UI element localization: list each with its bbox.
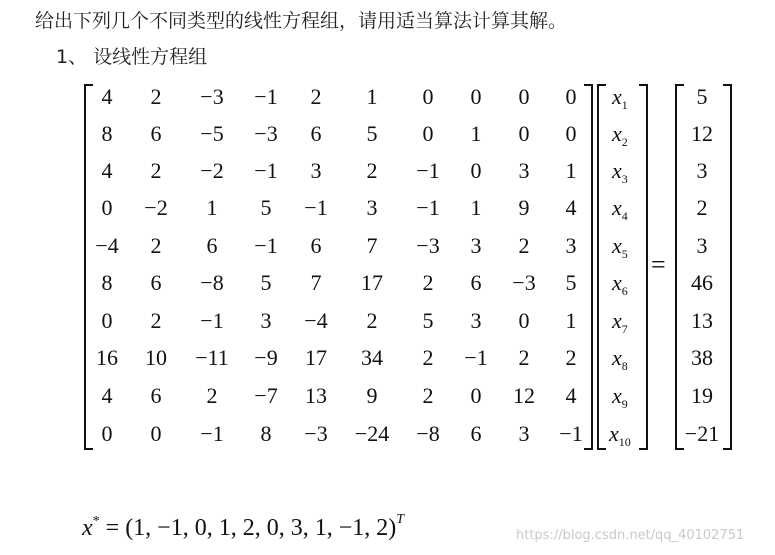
matrix-cell: −2 xyxy=(200,158,224,183)
rhs-value: 12 xyxy=(691,121,713,146)
solution-variable: x xyxy=(82,515,93,541)
matrix-cell: 0 xyxy=(470,383,482,408)
rhs-value: 38 xyxy=(691,345,713,370)
matrix-cell: 1 xyxy=(565,308,577,333)
matrix-cell: 6 xyxy=(150,270,162,295)
matrix-cell: 17 xyxy=(305,345,327,370)
matrix-cell: −1 xyxy=(416,158,440,183)
matrix-cell: −3 xyxy=(304,421,328,446)
matrix-cell: 0 xyxy=(470,158,482,183)
matrix-cell: 0 xyxy=(101,195,113,220)
matrix-cell: −11 xyxy=(195,345,229,370)
matrix-cell: 3 xyxy=(366,195,378,220)
unknown-subscript: 9 xyxy=(621,397,628,411)
matrix-cell: 3 xyxy=(518,158,530,183)
matrix-cell: −3 xyxy=(254,121,278,146)
unknown-subscript: 6 xyxy=(621,284,628,298)
matrix-cell: 0 xyxy=(565,121,577,146)
rhs-value: 13 xyxy=(691,308,713,333)
matrix-cell: 34 xyxy=(361,345,383,370)
matrix-cell: 9 xyxy=(366,383,378,408)
unknown-variable xyxy=(612,158,628,187)
matrix-cell: 3 xyxy=(470,233,482,258)
unknown-variable xyxy=(609,421,631,450)
matrix-cell: 2 xyxy=(150,233,162,258)
matrix-cell: 3 xyxy=(470,308,482,333)
matrix-cell: 2 xyxy=(422,270,434,295)
watermark: https://blog.csdn.net/qq_40102751 xyxy=(516,528,745,543)
matrix-cell: −1 xyxy=(254,84,278,109)
unknown-base: x xyxy=(612,195,622,220)
matrix-cell: 2 xyxy=(422,345,434,370)
matrix-cell: −1 xyxy=(200,308,224,333)
unknowns-left-bracket xyxy=(597,84,607,450)
matrix-cell: 6 xyxy=(470,270,482,295)
unknown-base: x xyxy=(612,121,622,146)
matrix-cell: 4 xyxy=(565,195,577,220)
rhs-value: 5 xyxy=(696,84,708,109)
rhs-value: 46 xyxy=(691,270,713,295)
matrix-cell: 1 xyxy=(470,121,482,146)
unknown-variable xyxy=(612,383,628,412)
rhs-value: 19 xyxy=(691,383,713,408)
matrix-cell: 0 xyxy=(470,84,482,109)
unknown-base: x xyxy=(612,270,622,295)
matrix-cell: −2 xyxy=(144,195,168,220)
matrix-cell: 13 xyxy=(305,383,327,408)
unknown-base: x xyxy=(612,383,622,408)
matrix-cell: 4 xyxy=(101,84,113,109)
matrix-cell: 0 xyxy=(518,84,530,109)
matrix-cell: −9 xyxy=(254,345,278,370)
matrix-cell: 6 xyxy=(150,121,162,146)
matrix-cell: 9 xyxy=(518,195,530,220)
matrix-cell: 5 xyxy=(422,308,434,333)
unknown-base: x xyxy=(612,345,622,370)
matrix-cell: −1 xyxy=(559,421,583,446)
matrix-cell: 4 xyxy=(101,158,113,183)
matrix-cell: 2 xyxy=(422,383,434,408)
matrix-cell: 8 xyxy=(260,421,272,446)
matrix-cell: 0 xyxy=(422,121,434,146)
matrix-cell: 12 xyxy=(513,383,535,408)
unknown-subscript: 10 xyxy=(618,435,631,449)
matrix-cell: 6 xyxy=(310,121,322,146)
matrix-cell: 7 xyxy=(310,270,322,295)
matrix-cell: 2 xyxy=(150,158,162,183)
matrix-cell: −1 xyxy=(464,345,488,370)
matrix-cell: −1 xyxy=(416,195,440,220)
problem-label: 1、 设线性方程组 xyxy=(56,46,208,68)
matrix-cell: 1 xyxy=(366,84,378,109)
unknown-subscript: 5 xyxy=(621,247,628,261)
unknown-base: x xyxy=(612,308,622,333)
matrix-cell: −1 xyxy=(200,421,224,446)
matrix-cell: −4 xyxy=(95,233,119,258)
matrix-cell: 5 xyxy=(260,195,272,220)
unknown-subscript: 2 xyxy=(621,135,628,149)
rhs-value: 3 xyxy=(696,233,708,258)
matrix-cell: 2 xyxy=(206,383,218,408)
matrix-cell: −8 xyxy=(200,270,224,295)
matrix-cell: 0 xyxy=(422,84,434,109)
matrix-cell: 5 xyxy=(366,121,378,146)
matrix-cell: 10 xyxy=(145,345,167,370)
matrix-cell: 5 xyxy=(565,270,577,295)
unknown-variable xyxy=(612,345,628,374)
matrix-cell: 0 xyxy=(101,421,113,446)
intro-text: 给出下列几个不同类型的线性方程组，请用适当算法计算其解。 xyxy=(35,10,568,32)
unknown-variable xyxy=(612,270,628,299)
matrix-cell: 4 xyxy=(565,383,577,408)
unknown-base: x xyxy=(612,158,622,183)
unknown-subscript: 8 xyxy=(621,359,628,373)
matrix-cell: 8 xyxy=(101,121,113,146)
matrix-cell: 17 xyxy=(361,270,383,295)
rhs-value: 3 xyxy=(696,158,708,183)
unknown-base: x xyxy=(612,84,622,109)
matrix-cell: 2 xyxy=(518,345,530,370)
matrix-cell: 0 xyxy=(565,84,577,109)
matrix-cell: 8 xyxy=(101,270,113,295)
matrix-cell: 6 xyxy=(206,233,218,258)
unknown-subscript: 1 xyxy=(621,98,628,112)
matrix-cell: 0 xyxy=(518,308,530,333)
rhs-value: 2 xyxy=(696,195,708,220)
unknown-variable xyxy=(612,308,628,337)
unknown-variable xyxy=(612,121,628,150)
matrix-cell: 0 xyxy=(518,121,530,146)
matrix-cell: −1 xyxy=(254,158,278,183)
matrix-cell: 5 xyxy=(260,270,272,295)
solution-formula xyxy=(82,512,404,542)
matrix-cell: −3 xyxy=(200,84,224,109)
matrix-cell: 3 xyxy=(518,421,530,446)
matrix-cell: 16 xyxy=(96,345,118,370)
unknown-variable xyxy=(612,233,628,262)
matrix-cell: −5 xyxy=(200,121,224,146)
matrix-cell: −8 xyxy=(416,421,440,446)
matrix-cell: −4 xyxy=(304,308,328,333)
matrix-cell: 1 xyxy=(565,158,577,183)
solution-transpose: T xyxy=(396,512,405,527)
matrix-cell: 3 xyxy=(565,233,577,258)
unknown-base: x xyxy=(612,233,622,258)
matrix-cell: −7 xyxy=(254,383,278,408)
unknowns-right-bracket xyxy=(638,84,648,450)
matrix-cell: 2 xyxy=(565,345,577,370)
matrix-cell: 0 xyxy=(150,421,162,446)
unknown-base: x xyxy=(609,421,619,446)
matrix-cell: −3 xyxy=(416,233,440,258)
unknown-subscript: 4 xyxy=(621,209,628,223)
matrix-cell: 6 xyxy=(310,233,322,258)
matrix-cell: 7 xyxy=(366,233,378,258)
matrix-cell: 0 xyxy=(101,308,113,333)
matrix-cell: 2 xyxy=(366,308,378,333)
matrix-cell: −1 xyxy=(304,195,328,220)
matrix-cell: 1 xyxy=(206,195,218,220)
matrix-cell: 4 xyxy=(101,383,113,408)
matrix-cell: 2 xyxy=(150,84,162,109)
matrix-cell: 6 xyxy=(150,383,162,408)
matrix-cell: 3 xyxy=(260,308,272,333)
matrix-cell: 2 xyxy=(310,84,322,109)
matrix-cell: 2 xyxy=(150,308,162,333)
matrix-cell: −1 xyxy=(254,233,278,258)
unknown-variable xyxy=(612,84,628,113)
matrix-cell: 6 xyxy=(470,421,482,446)
solution-values: = (1, −1, 0, 1, 2, 0, 3, 1, −1, 2) xyxy=(99,515,397,541)
equals-sign: = xyxy=(651,250,666,279)
matrix-cell: −24 xyxy=(354,421,390,446)
matrix-cell: 2 xyxy=(518,233,530,258)
matrix-cell: 3 xyxy=(310,158,322,183)
unknown-subscript: 3 xyxy=(621,172,628,186)
unknown-variable xyxy=(612,195,628,224)
solution-star: * xyxy=(92,514,100,529)
unknown-subscript: 7 xyxy=(621,322,628,336)
rhs-value: −21 xyxy=(684,421,720,446)
matrix-cell: −3 xyxy=(512,270,536,295)
matrix-cell: 1 xyxy=(470,195,482,220)
matrix-cell: 2 xyxy=(366,158,378,183)
